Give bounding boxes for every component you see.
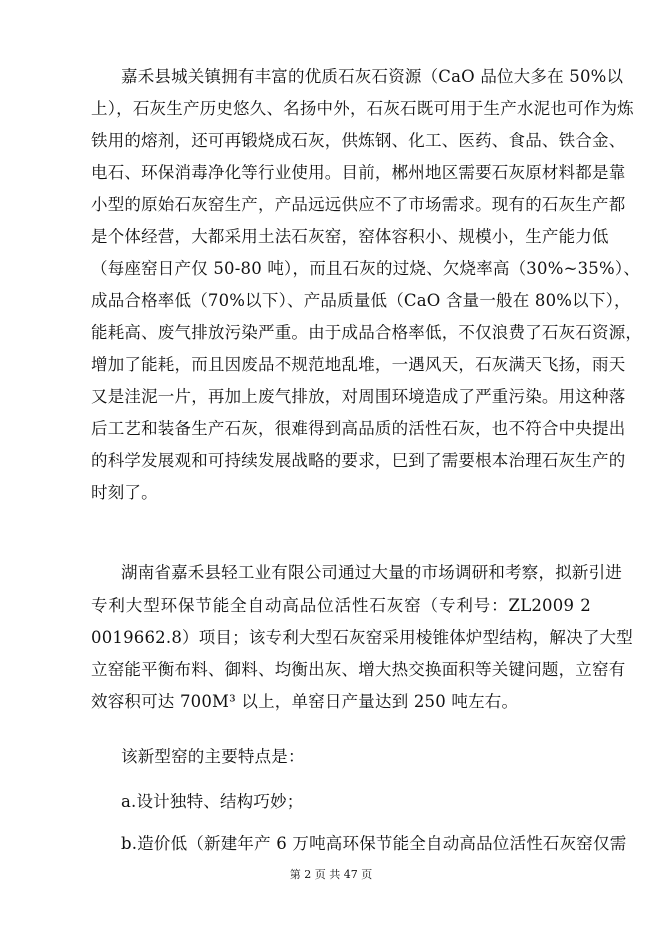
paragraph-line: 专利大型环保节能全自动高品位活性石灰窑（专利号：ZL2009 2 <box>91 596 591 615</box>
list-item-a: a.设计独特、结构巧妙； <box>121 792 304 811</box>
paragraph-line: 湖南省嘉禾县轻工业有限公司通过大量的市场调研和考察，拟新引进 <box>121 563 622 582</box>
paragraph-line: 铁用的熔剂，还可再锻烧成石灰，供炼钢、化工、医药、食品、铁合金、 <box>91 131 626 150</box>
paragraph-line: 小型的原始石灰窑生产，产品远远供应不了市场需求。现有的石灰生产都 <box>91 195 626 214</box>
paragraph-line: 能耗高、废气排放污染严重。由于成品合格率低，不仅浪费了石灰石资源， <box>91 323 643 342</box>
page-number-footer: 第 2 页 共 47 页 <box>289 868 373 881</box>
paragraph-line: 嘉禾县城关镇拥有丰富的优质石灰石资源（CaO 品位大多在 50%以 <box>121 67 624 86</box>
paragraph-line: 上），石灰生产历史悠久、名扬中外，石灰石既可用于生产水泥也可作为炼 <box>91 99 634 118</box>
paragraph-line: 时刻了。 <box>91 483 158 502</box>
paragraph-line: 后工艺和装备生产石灰，很难得到高品质的活性石灰，也不符合中央提出 <box>91 419 626 438</box>
paragraph-line: 的科学发展观和可持续发展战略的要求，巳到了需要根本治理石灰生产的 <box>91 451 626 470</box>
paragraph-line: 0019662.8）项目；该专利大型石灰窑采用棱锥体炉型结构，解决了大型 <box>91 628 633 647</box>
paragraph-line: 又是洼泥一片，再加上废气排放，对周围环境造成了严重污染。用这种落 <box>91 387 626 406</box>
paragraph-line: 成品合格率低（70%以下）、产品质量低（CaO 含量一般在 80%以下）， <box>91 291 631 310</box>
paragraph-line: 增加了能耗，而且因废品不规范地乱堆，一遇风天，石灰满天飞扬，雨天 <box>91 355 626 374</box>
paragraph-line: 电石、环保消毒净化等行业使用。目前，郴州地区需要石灰原材料都是靠 <box>91 163 626 182</box>
section-lead-in: 该新型窑的主要特点是： <box>121 747 305 766</box>
list-item-b: b.造价低（新建年产 6 万吨高环保节能全自动高品位活性石灰窑仅需 <box>121 834 627 853</box>
paragraph-line: 立窑能平衡布料、御料、均衡出灰、增大热交换面积等关键问题，立窑有 <box>91 660 626 679</box>
paragraph-line: 是个体经营，大都采用土法石灰窑，窑体容积小、规模小，生产能力低 <box>91 227 609 246</box>
paragraph-line: 效容积可达 700M³ 以上，单窑日产量达到 250 吨左右。 <box>91 692 519 711</box>
paragraph-line: （每座窑日产仅 50-80 吨），而且石灰的过烧、欠烧率高（30%~35%）、 <box>91 259 641 278</box>
